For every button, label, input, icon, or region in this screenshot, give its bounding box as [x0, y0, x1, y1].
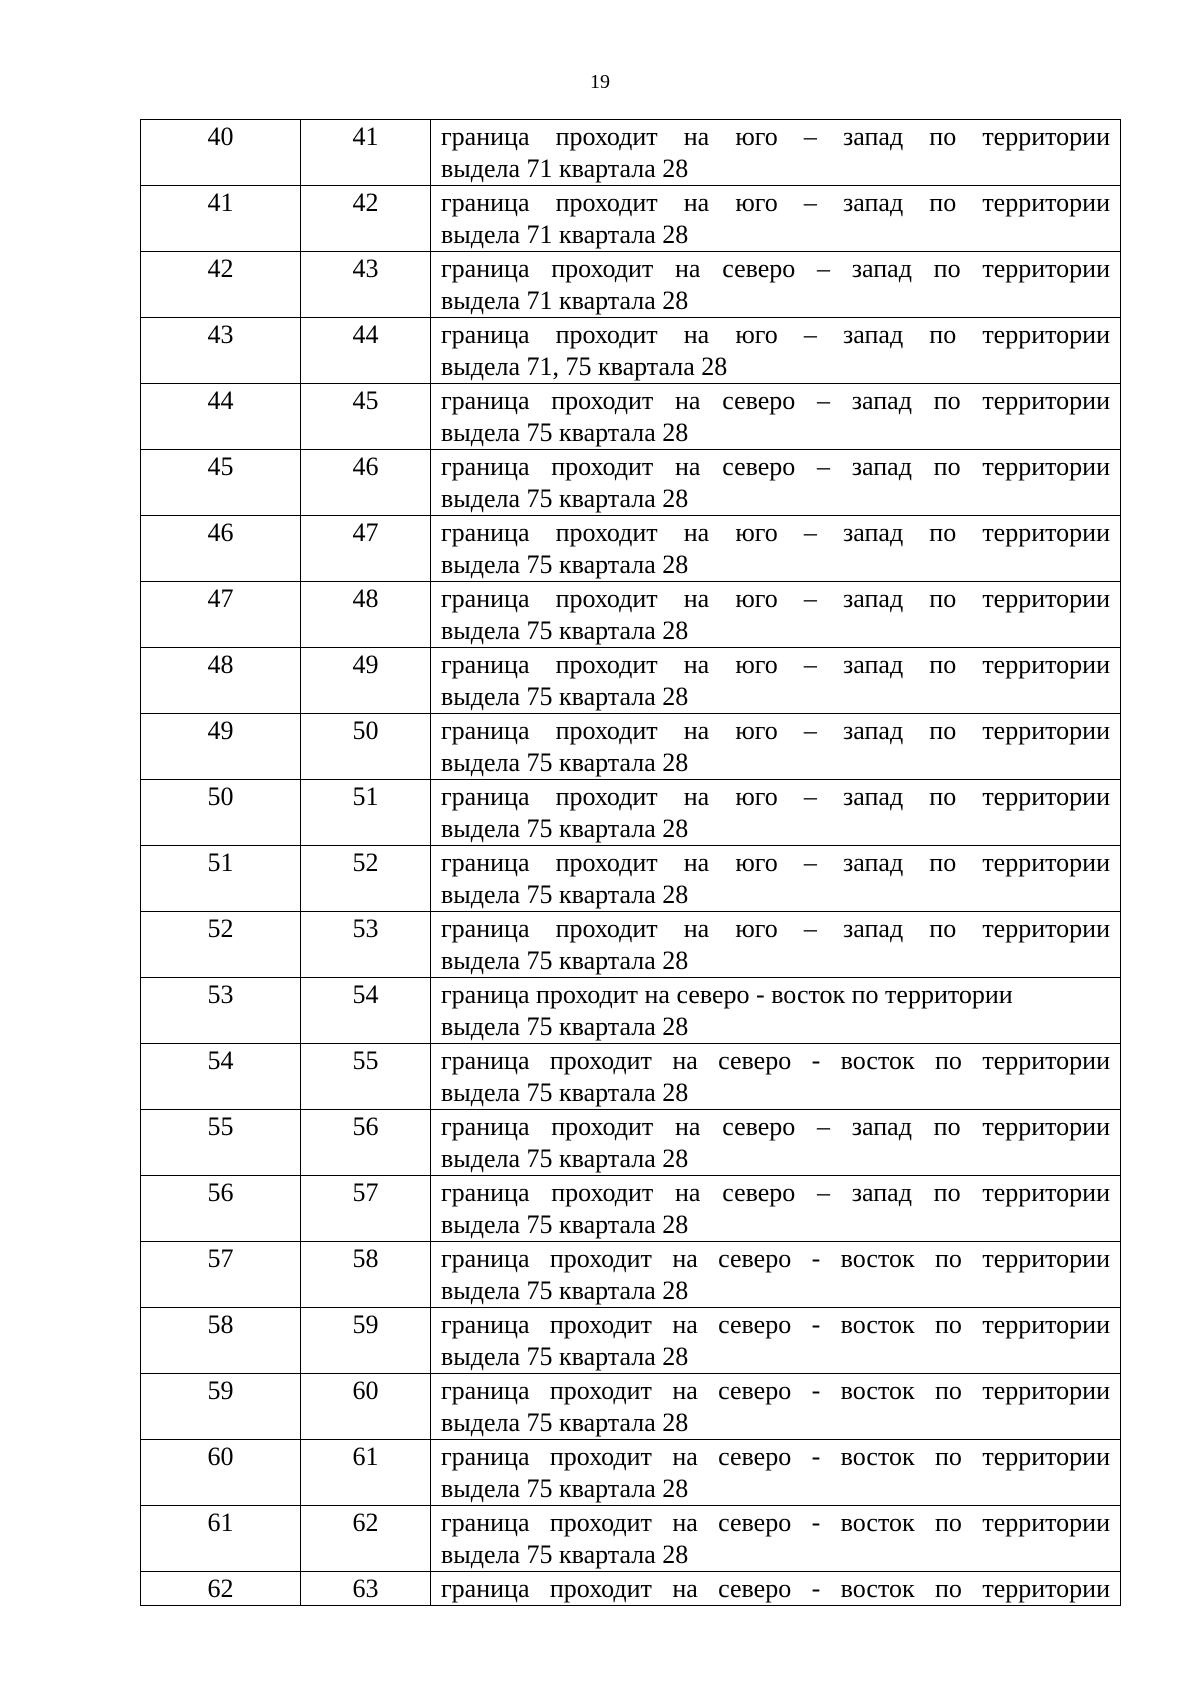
description-line-2: выдела 75 квартала 28 [441, 1012, 689, 1041]
boundary-description-cell [431, 582, 1121, 648]
point-to-cell: 41 [301, 120, 431, 186]
point-from-cell: 61 [141, 1506, 301, 1572]
table-row [141, 318, 1121, 384]
boundary-description-cell [431, 1242, 1121, 1308]
boundary-description-cell [431, 252, 1121, 318]
point-to-cell: 48 [301, 582, 431, 648]
description-line-2: выдела 71 квартала 28 [441, 220, 689, 249]
table-body [141, 120, 1121, 1606]
boundary-description-cell [431, 1440, 1121, 1506]
table-row [141, 1374, 1121, 1440]
table-row [141, 1308, 1121, 1374]
table-row [141, 384, 1121, 450]
table-row [141, 582, 1121, 648]
point-from-cell: 51 [141, 846, 301, 912]
point-from-cell: 40 [141, 120, 301, 186]
point-from-cell: 46 [141, 516, 301, 582]
table-row [141, 1110, 1121, 1176]
description-line-2: выдела 75 квартала 28 [441, 814, 689, 843]
description-line-1: граница проходит на северо - восток по территории [441, 980, 1013, 1009]
point-to-cell: 52 [301, 846, 431, 912]
point-to-cell: 47 [301, 516, 431, 582]
table-row [141, 1572, 1121, 1606]
point-from-cell: 43 [141, 318, 301, 384]
table-row [141, 450, 1121, 516]
boundary-description-cell [431, 120, 1121, 186]
boundary-table [140, 119, 1121, 1606]
description-line-1: граница проходит на северо – запад по территории [441, 1178, 1110, 1207]
boundary-description-cell [431, 648, 1121, 714]
description-line-1: граница проходит на юго – запад по территории [441, 650, 1110, 679]
description-line-2: выдела 75 квартала 28 [441, 748, 689, 777]
point-to-cell: 56 [301, 1110, 431, 1176]
description-line-1: граница проходит на юго – запад по территории [441, 848, 1110, 877]
point-to-cell: 44 [301, 318, 431, 384]
description-line-2: выдела 75 квартала 28 [441, 1210, 689, 1239]
point-from-cell: 45 [141, 450, 301, 516]
boundary-description-cell [431, 846, 1121, 912]
point-from-cell: 57 [141, 1242, 301, 1308]
table-row [141, 1440, 1121, 1506]
point-from-cell: 49 [141, 714, 301, 780]
point-to-cell: 63 [301, 1572, 431, 1606]
point-to-cell: 54 [301, 978, 431, 1044]
point-to-cell: 49 [301, 648, 431, 714]
description-line-1: граница проходит на северо – запад по территории [441, 1112, 1110, 1141]
point-from-cell: 54 [141, 1044, 301, 1110]
point-from-cell: 50 [141, 780, 301, 846]
point-from-cell: 59 [141, 1374, 301, 1440]
table-row [141, 912, 1121, 978]
description-line-1: граница проходит на юго – запад по территории [441, 914, 1110, 943]
table-row [141, 846, 1121, 912]
description-line-2: выдела 75 квартала 28 [441, 484, 689, 513]
point-from-cell: 53 [141, 978, 301, 1044]
table-row [141, 978, 1121, 1044]
description-line-2: выдела 71, 75 квартала 28 [441, 352, 728, 381]
description-line-2: выдела 75 квартала 28 [441, 880, 689, 909]
description-line-1: граница проходит на северо – запад по территории [441, 452, 1110, 481]
boundary-description-cell [431, 1176, 1121, 1242]
description-line-2: выдела 75 квартала 28 [441, 1408, 689, 1437]
description-line-1: граница проходит на северо - восток по территории [441, 1310, 1110, 1339]
boundary-description-cell [431, 1506, 1121, 1572]
description-line-2: выдела 75 квартала 28 [441, 418, 689, 447]
boundary-description-cell [431, 1572, 1121, 1606]
description-line-2: выдела 75 квартала 28 [441, 946, 689, 975]
point-from-cell: 42 [141, 252, 301, 318]
boundary-description-cell [431, 1110, 1121, 1176]
boundary-description-cell [431, 714, 1121, 780]
point-from-cell: 48 [141, 648, 301, 714]
table-row [141, 120, 1121, 186]
table-row [141, 516, 1121, 582]
point-to-cell: 43 [301, 252, 431, 318]
table-row [141, 780, 1121, 846]
point-from-cell: 44 [141, 384, 301, 450]
point-from-cell: 55 [141, 1110, 301, 1176]
table-row [141, 1044, 1121, 1110]
description-line-2: выдела 75 квартала 28 [441, 1144, 689, 1173]
table-row [141, 186, 1121, 252]
description-line-1: граница проходит на северо - восток по территории [441, 1376, 1110, 1405]
boundary-description-cell [431, 978, 1121, 1044]
description-line-1: граница проходит на юго – запад по территории [441, 782, 1110, 811]
description-line-1: граница проходит на северо - восток по территории [441, 1574, 1110, 1603]
description-line-2: выдела 75 квартала 28 [441, 1540, 689, 1569]
point-to-cell: 42 [301, 186, 431, 252]
table-row [141, 1506, 1121, 1572]
description-line-2: выдела 71 квартала 28 [441, 286, 689, 315]
description-line-1: граница проходит на северо – запад по территории [441, 386, 1110, 415]
table-row [141, 714, 1121, 780]
description-line-2: выдела 75 квартала 28 [441, 616, 689, 645]
boundary-description-cell [431, 1308, 1121, 1374]
description-line-1: граница проходит на юго – запад по территории [441, 584, 1110, 613]
point-to-cell: 55 [301, 1044, 431, 1110]
description-line-1: граница проходит на северо - восток по территории [441, 1244, 1110, 1273]
description-line-1: граница проходит на юго – запад по территории [441, 188, 1110, 217]
point-to-cell: 53 [301, 912, 431, 978]
boundary-description-cell [431, 516, 1121, 582]
point-to-cell: 57 [301, 1176, 431, 1242]
description-line-2: выдела 75 квартала 28 [441, 550, 689, 579]
description-line-2: выдела 75 квартала 28 [441, 682, 689, 711]
page-number: 19 [590, 71, 610, 93]
boundary-description-cell [431, 1044, 1121, 1110]
point-from-cell: 47 [141, 582, 301, 648]
point-from-cell: 60 [141, 1440, 301, 1506]
boundary-description-cell [431, 912, 1121, 978]
boundary-description-cell [431, 780, 1121, 846]
point-to-cell: 62 [301, 1506, 431, 1572]
boundary-description-cell [431, 318, 1121, 384]
point-from-cell: 58 [141, 1308, 301, 1374]
point-to-cell: 61 [301, 1440, 431, 1506]
point-from-cell: 56 [141, 1176, 301, 1242]
point-from-cell: 62 [141, 1572, 301, 1606]
boundary-description-cell [431, 450, 1121, 516]
point-to-cell: 51 [301, 780, 431, 846]
description-line-2: выдела 75 квартала 28 [441, 1342, 689, 1371]
description-line-1: граница проходит на северо - восток по территории [441, 1442, 1110, 1471]
description-line-2: выдела 71 квартала 28 [441, 154, 689, 183]
table-row [141, 252, 1121, 318]
boundary-description-cell [431, 384, 1121, 450]
description-line-1: граница проходит на юго – запад по территории [441, 122, 1110, 151]
boundary-description-cell [431, 1374, 1121, 1440]
point-to-cell: 45 [301, 384, 431, 450]
description-line-1: граница проходит на юго – запад по территории [441, 518, 1110, 547]
point-from-cell: 41 [141, 186, 301, 252]
description-line-2: выдела 75 квартала 28 [441, 1276, 689, 1305]
point-to-cell: 50 [301, 714, 431, 780]
point-to-cell: 59 [301, 1308, 431, 1374]
table-row [141, 1176, 1121, 1242]
description-line-2: выдела 75 квартала 28 [441, 1078, 689, 1107]
point-to-cell: 46 [301, 450, 431, 516]
boundary-description-cell [431, 186, 1121, 252]
description-line-2: выдела 75 квартала 28 [441, 1474, 689, 1503]
point-to-cell: 58 [301, 1242, 431, 1308]
description-line-1: граница проходит на северо - восток по территории [441, 1508, 1110, 1537]
description-line-1: граница проходит на северо - восток по территории [441, 1046, 1110, 1075]
table-row [141, 1242, 1121, 1308]
table-row [141, 648, 1121, 714]
description-line-1: граница проходит на юго – запад по территории [441, 716, 1110, 745]
point-from-cell: 52 [141, 912, 301, 978]
description-line-1: граница проходит на юго – запад по территории [441, 320, 1110, 349]
point-to-cell: 60 [301, 1374, 431, 1440]
description-line-1: граница проходит на северо – запад по территории [441, 254, 1110, 283]
